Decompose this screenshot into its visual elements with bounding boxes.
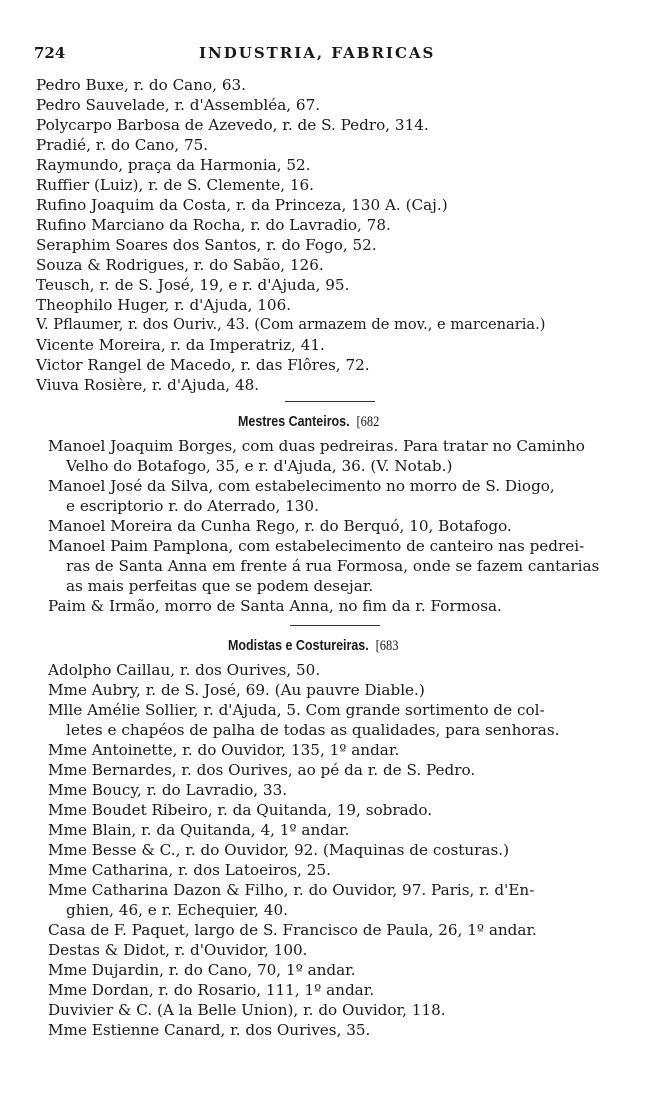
list-item: Velho do Botafogo, 35, e r. d'Ajuda, 36. (V. Notab.)	[66, 457, 453, 475]
list-item: Ruffier (Luiz), r. de S. Clemente, 16.	[36, 176, 315, 194]
list-item: Mme Antoinette, r. do Ouvidor, 135, 1º andar.	[48, 741, 400, 759]
list-item: e escriptorio r. do Aterrado, 130.	[66, 497, 319, 515]
list-item: Mme Estienne Canard, r. dos Ourives, 35.	[48, 1021, 371, 1039]
list-item: Paim & Irmão, morro de Santa Anna, no fim da r. Formosa.	[48, 597, 502, 615]
list-item: Manoel Moreira da Cunha Rego, r. do Berquó, 10, Botafogo.	[48, 517, 512, 535]
list-item: Manoel Paim Pamplona, com estabelecimento de canteiro nas pedrei-	[48, 537, 585, 555]
list-item: Mme Boucy, r. do Lavradio, 33.	[48, 781, 288, 799]
list-item: Duvivier & C. (A la Belle Union), r. do Ouvidor, 118.	[48, 1001, 446, 1019]
list-item: Rufino Marciano da Rocha, r. do Lavradio, 78.	[36, 216, 391, 234]
list-item: Pedro Buxe, r. do Cano, 63.	[36, 76, 246, 94]
page-number: 724	[34, 44, 66, 62]
list-item: Manoel José da Silva, com estabelecimento no morro de S. Diogo,	[48, 477, 555, 495]
list-item: Mme Besse & C., r. do Ouvidor, 92. (Maquinas de costuras.)	[48, 841, 510, 859]
section-title: Mestres Canteiros.	[238, 414, 350, 430]
list-item: Victor Rangel de Macedo, r. das Flôres, 72.	[36, 356, 370, 374]
list-item: ghien, 46, e r. Echequier, 40.	[66, 901, 288, 919]
list-item: Mme Dordan, r. do Rosario, 111, 1º andar.	[48, 981, 375, 999]
list-item: Pradié, r. do Cano, 75.	[36, 136, 209, 154]
section-title: Modistas e Costureiras.	[228, 638, 369, 654]
list-item: Mme Bernardes, r. dos Ourives, ao pé da r. de S. Pedro.	[48, 761, 476, 779]
list-item: Mlle Amélie Sollier, r. d'Ajuda, 5. Com grande sortimento de col-	[48, 701, 545, 719]
list-item: Mme Catharina Dazon & Filho, r. do Ouvidor, 97. Paris, r. d'En-	[48, 881, 535, 899]
list-item: Rufino Joaquim da Costa, r. da Princeza, 130 A. (Caj.)	[36, 196, 448, 214]
list-item: Casa de F. Paquet, largo de S. Francisco de Paula, 26, 1º andar.	[48, 921, 537, 939]
list-item: Mme Boudet Ribeiro, r. da Quitanda, 19, sobrado.	[48, 801, 433, 819]
list-item: ras de Santa Anna em frente á rua Formosa, onde se fazem cantarias	[66, 557, 600, 575]
list-item: Teusch, r. de S. José, 19, e r. d'Ajuda, 95.	[36, 276, 350, 294]
list-item: Viuva Rosière, r. d'Ajuda, 48.	[36, 376, 260, 394]
list-item: Mme Dujardin, r. do Cano, 70, 1º andar.	[48, 961, 356, 979]
section-heading-modistas	[228, 636, 398, 656]
section-divider	[285, 401, 375, 402]
list-item: Seraphim Soares dos Santos, r. do Fogo, 52.	[36, 236, 377, 254]
list-item: Pedro Sauvelade, r. d'Assembléa, 67.	[36, 96, 321, 114]
list-item: Mme Catharina, r. dos Latoeiros, 25.	[48, 861, 331, 879]
list-item: Mme Aubry, r. de S. José, 69. (Au pauvre Diable.)	[48, 681, 425, 699]
list-item: V. Pflaumer, r. dos Ouriv., 43. (Com armazem de mov., e marcenaria.)	[36, 316, 546, 333]
list-item: Raymundo, praça da Harmonia, 52.	[36, 156, 311, 174]
list-item: Adolpho Caillau, r. dos Ourives, 50.	[48, 661, 321, 679]
list-item: Manoel Joaquim Borges, com duas pedreiras. Para tratar no Caminho	[48, 437, 585, 455]
list-item: Mme Blain, r. da Quitanda, 4, 1º andar.	[48, 821, 350, 839]
running-title: INDUSTRIA, FABRICAS	[199, 44, 436, 62]
list-item: Vicente Moreira, r. da Imperatriz, 41.	[36, 336, 325, 354]
running-header	[34, 44, 634, 62]
section-heading-canteiros	[238, 412, 379, 432]
section-divider	[290, 625, 380, 626]
list-item: letes e chapéos de palha de todas as qualidades, para senhoras.	[66, 721, 560, 739]
section-number: [683	[375, 638, 399, 654]
list-item: Theophilo Huger, r. d'Ajuda, 106.	[36, 296, 292, 314]
list-item: Polycarpo Barbosa de Azevedo, r. de S. Pedro, 314.	[36, 116, 429, 134]
list-item: Souza & Rodrigues, r. do Sabão, 126.	[36, 256, 324, 274]
section-number: [682	[356, 414, 380, 430]
list-item: Destas & Didot, r. d'Ouvidor, 100.	[48, 941, 308, 959]
list-item: as mais perfeitas que se podem desejar.	[66, 577, 374, 595]
